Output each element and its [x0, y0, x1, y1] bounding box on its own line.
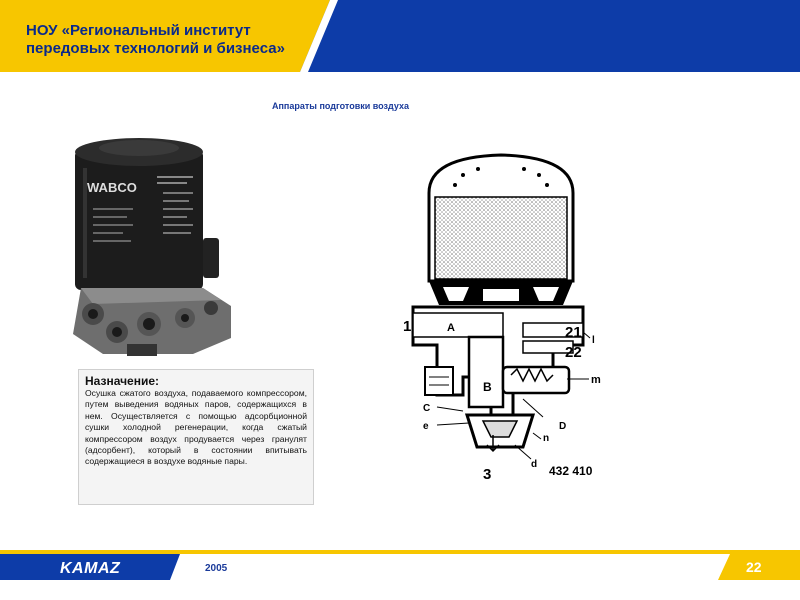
label-21: 21	[565, 324, 582, 341]
brand-label: WABCO	[87, 180, 137, 195]
label-A: A	[447, 322, 455, 334]
label-B: B	[483, 380, 492, 394]
page-number: 22	[746, 559, 762, 575]
purpose-heading: Назначение:	[85, 374, 160, 388]
kamaz-logo: KAMAZ	[60, 560, 121, 577]
label-d: d	[531, 459, 538, 470]
label-e: e	[423, 421, 429, 432]
label-22: 22	[565, 344, 582, 361]
purpose-text: Осушка сжатого воздуха, подаваемого компрессором, путем выведения водяных паров, содержащихся в нем. Осуществляется с помощью адсорбционной сушки холодной регенерации, когда сжатый компрессором воздух продувается через гранулят (адсорбент), который в состоянии впитывать содержащиеся в воздухе водяные пары.	[85, 388, 307, 467]
label-1: 1	[403, 318, 412, 335]
label-n: n	[543, 433, 550, 444]
label-3: 3	[483, 466, 492, 483]
purpose-box	[78, 369, 314, 505]
organization-title: НОУ «Региональный институт передовых технологий и бизнеса»	[26, 22, 285, 57]
header-band	[0, 0, 800, 72]
label-D: D	[559, 421, 567, 432]
slide-title: Аппараты подготовки воздуха	[272, 101, 409, 111]
footer-band	[0, 550, 800, 600]
air-dryer-diagram	[383, 145, 619, 485]
diagram-code: 432 410	[549, 464, 593, 478]
footer-year: 2005	[205, 563, 228, 574]
air-dryer-photo	[53, 128, 251, 368]
label-l: l	[592, 335, 595, 346]
label-m: m	[591, 374, 601, 386]
label-C: C	[423, 403, 431, 414]
